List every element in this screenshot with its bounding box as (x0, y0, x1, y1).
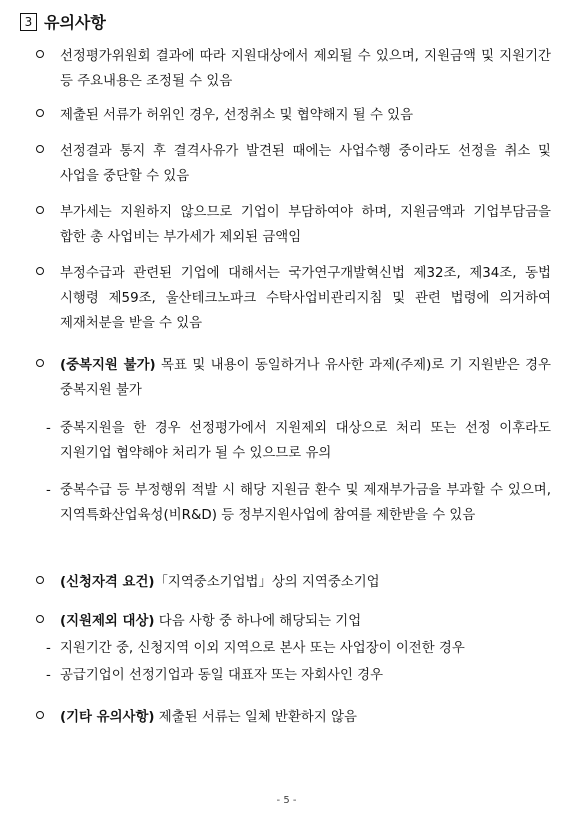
sub-item-text: 중복수급 등 부정행위 적발 시 해당 지원금 환수 및 제재부가금을 부과할 수 있으며, 지역특화산업육성(비R&D) 등 정부지원사업에 참여를 제한받을 수 있음 (60, 483, 551, 523)
notice-text: 선정평가위원회 결과에 따라 지원대상에서 제외될 수 있으며, 지원금액 및 지원기간 등 주요내용은 조정될 수 있음 (60, 49, 551, 89)
notice-item-5 (36, 261, 551, 336)
circle-bullet-icon (36, 359, 44, 367)
notice-text (60, 705, 551, 730)
notice-item-3 (36, 139, 551, 189)
dash-bullet: - (46, 421, 51, 436)
notice-body: 다음 사항 중 하나에 해당되는 기업 (154, 614, 362, 629)
notice-item-4 (36, 200, 551, 250)
notice-text: 부가세는 지원하지 않으므로 기업이 부담하여야 하며, 지원금액과 기업부담금을 합한 총 사업비는 부가세가 제외된 금액임 (60, 205, 551, 245)
circle-bullet-icon (36, 576, 44, 584)
notice-text: 제출된 서류가 허위인 경우, 선정취소 및 협약해지 될 수 있음 (60, 108, 414, 123)
notice-item-other (36, 705, 551, 730)
notice-text (60, 570, 551, 595)
notice-item-eligibility (36, 570, 551, 595)
sub-item-dup-2 (46, 478, 551, 528)
section-title-text: 유의사항 (44, 13, 106, 32)
notice-body: 「지역중소기업법」상의 지역중소기업 (154, 575, 380, 590)
notice-body: 제출된 서류는 일체 반환하지 않음 (154, 710, 357, 725)
circle-bullet-icon (36, 206, 44, 214)
dash-bullet: - (46, 483, 51, 498)
circle-bullet-icon (36, 50, 44, 58)
circle-bullet-icon (36, 711, 44, 719)
circle-bullet-icon (36, 109, 44, 117)
sub-item-text: 중복지원을 한 경우 선정평가에서 지원제외 대상으로 처리 또는 선정 이후라도 지원기업 협약해야 처리가 될 수 있으므로 유의 (60, 421, 551, 461)
notice-text (60, 609, 551, 634)
circle-bullet-icon (36, 615, 44, 623)
notice-item-exclusion (36, 609, 551, 634)
notice-text: 선정결과 통지 후 결격사유가 발견된 때에는 사업수행 중이라도 선정을 취소 및 사업을 중단할 수 있음 (60, 144, 551, 184)
sub-item-excl-2 (46, 663, 551, 688)
sub-item-text: 공급기업이 선정기업과 동일 대표자 또는 자회사인 경우 (60, 668, 384, 683)
notice-label: (중복지원 불가) (60, 358, 156, 373)
notice-body: 목표 및 내용이 동일하거나 유사한 과제(주제)로 기 지원받은 경우 중복지원 불가 (60, 358, 551, 398)
circle-bullet-icon (36, 267, 44, 275)
notice-item-duplicate (36, 353, 551, 403)
dash-bullet: - (46, 668, 51, 683)
dash-bullet: - (46, 641, 51, 656)
page-number: - 5 - (276, 795, 297, 806)
circle-bullet-icon (36, 145, 44, 153)
sub-item-dup-1 (46, 416, 551, 466)
section-title (20, 10, 106, 33)
notice-text: 부정수급과 관련된 기업에 대해서는 국가연구개발혁신법 제32조, 제34조, 동법 시행령 제59조, 울산테크노파크 수탁사업비관리지침 및 관련 법령에 의거하여 제재처분을 받을 수 있음 (60, 266, 551, 331)
notice-label: (기타 유의사항) (60, 710, 155, 725)
section-number-box: 3 (20, 13, 37, 31)
sub-item-text: 지원기간 중, 신청지역 이외 지역으로 본사 또는 사업장이 이전한 경우 (60, 641, 465, 656)
notice-item-2 (36, 103, 551, 128)
notice-label: (신청자격 요건) (60, 575, 155, 590)
notice-text (60, 353, 551, 403)
notice-item-1 (36, 44, 551, 94)
notice-label: (지원제외 대상) (60, 614, 155, 629)
sub-item-excl-1 (46, 636, 551, 661)
